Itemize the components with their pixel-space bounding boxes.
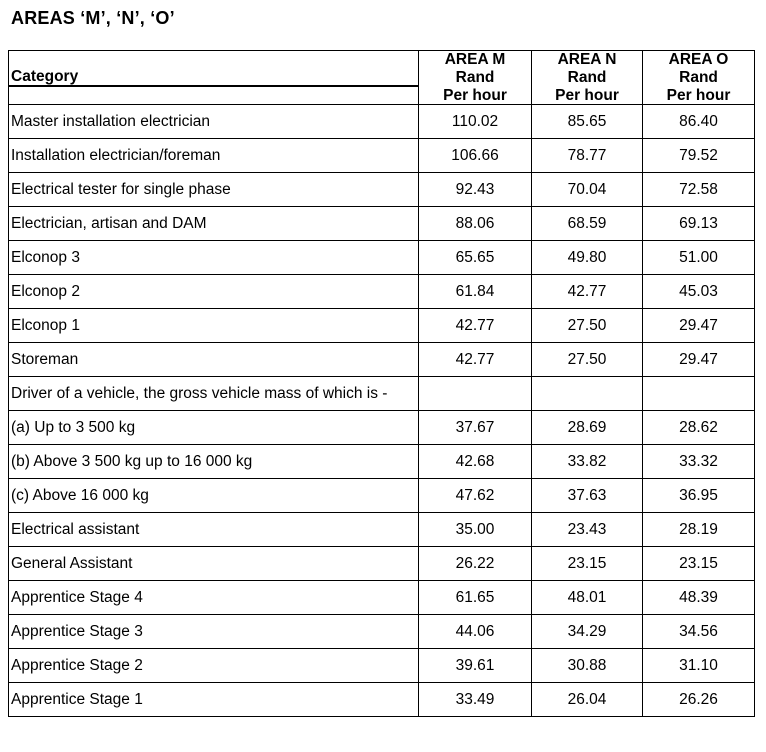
area-m-per: Per hour bbox=[419, 86, 532, 105]
rate-area-o: 72.58 bbox=[643, 173, 755, 207]
rate-area-n: 27.50 bbox=[532, 343, 643, 377]
area-n-unit: Rand bbox=[532, 68, 643, 86]
row-category: Elconop 3 bbox=[9, 241, 419, 275]
row-category: Apprentice Stage 1 bbox=[9, 683, 419, 717]
rate-area-m: 47.62 bbox=[419, 479, 532, 513]
row-category: (c) Above 16 000 kg bbox=[9, 479, 419, 513]
area-m-unit: Rand bbox=[419, 68, 532, 86]
header-row-unit bbox=[9, 68, 755, 86]
rate-area-o: 29.47 bbox=[643, 309, 755, 343]
rate-area-n: 23.43 bbox=[532, 513, 643, 547]
rate-area-o: 51.00 bbox=[643, 241, 755, 275]
rate-area-m: 42.77 bbox=[419, 343, 532, 377]
rate-area-m: 42.68 bbox=[419, 445, 532, 479]
table-row bbox=[9, 683, 755, 717]
area-m-header: AREA M bbox=[419, 51, 532, 69]
rate-area-n: 28.69 bbox=[532, 411, 643, 445]
table-row bbox=[9, 139, 755, 173]
rate-area-m: 35.00 bbox=[419, 513, 532, 547]
rate-area-o: 33.32 bbox=[643, 445, 755, 479]
table-row bbox=[9, 479, 755, 513]
rate-area-m: 37.67 bbox=[419, 411, 532, 445]
area-n-header: AREA N bbox=[532, 51, 643, 69]
table-row bbox=[9, 547, 755, 581]
row-category: Electrical tester for single phase bbox=[9, 173, 419, 207]
table-row bbox=[9, 445, 755, 479]
rate-area-m: 44.06 bbox=[419, 615, 532, 649]
rate-area-o: 31.10 bbox=[643, 649, 755, 683]
row-category: Elconop 1 bbox=[9, 309, 419, 343]
table-row bbox=[9, 649, 755, 683]
wage-rates-table bbox=[8, 50, 755, 717]
rate-area-n: 26.04 bbox=[532, 683, 643, 717]
table-row bbox=[9, 207, 755, 241]
rate-area-m: 61.84 bbox=[419, 275, 532, 309]
page-title: AREAS ‘M’, ‘N’, ‘O’ bbox=[11, 8, 175, 28]
rate-area-o: 86.40 bbox=[643, 105, 755, 139]
row-category: Driver of a vehicle, the gross vehicle mass of which is - bbox=[9, 377, 419, 411]
rate-area-n: 23.15 bbox=[532, 547, 643, 581]
rate-area-n bbox=[532, 377, 643, 411]
area-o-header: AREA O bbox=[643, 51, 755, 69]
row-category: Electrical assistant bbox=[9, 513, 419, 547]
area-o-per: Per hour bbox=[643, 86, 755, 105]
rate-area-o: 28.19 bbox=[643, 513, 755, 547]
row-category: Elconop 2 bbox=[9, 275, 419, 309]
category-header: Category bbox=[9, 68, 419, 86]
table-row bbox=[9, 581, 755, 615]
rate-area-m: 42.77 bbox=[419, 309, 532, 343]
table-row bbox=[9, 615, 755, 649]
row-category: General Assistant bbox=[9, 547, 419, 581]
rate-area-n: 49.80 bbox=[532, 241, 643, 275]
table-row bbox=[9, 411, 755, 445]
rate-area-m: 92.43 bbox=[419, 173, 532, 207]
rate-area-m bbox=[419, 377, 532, 411]
rate-area-o: 69.13 bbox=[643, 207, 755, 241]
rate-area-n: 37.63 bbox=[532, 479, 643, 513]
row-category: Storeman bbox=[9, 343, 419, 377]
rate-area-o: 23.15 bbox=[643, 547, 755, 581]
table-row bbox=[9, 309, 755, 343]
row-category: Apprentice Stage 2 bbox=[9, 649, 419, 683]
row-category: Installation electrician/foreman bbox=[9, 139, 419, 173]
rate-area-m: 33.49 bbox=[419, 683, 532, 717]
category-header-blank bbox=[9, 51, 419, 69]
row-category: (b) Above 3 500 kg up to 16 000 kg bbox=[9, 445, 419, 479]
rate-area-n: 30.88 bbox=[532, 649, 643, 683]
rate-area-n: 42.77 bbox=[532, 275, 643, 309]
table-row bbox=[9, 275, 755, 309]
header-row-per bbox=[9, 86, 755, 105]
row-category: Apprentice Stage 4 bbox=[9, 581, 419, 615]
rate-area-m: 65.65 bbox=[419, 241, 532, 275]
rate-area-o: 28.62 bbox=[643, 411, 755, 445]
rate-area-n: 48.01 bbox=[532, 581, 643, 615]
rate-area-n: 34.29 bbox=[532, 615, 643, 649]
rate-area-m: 110.02 bbox=[419, 105, 532, 139]
rate-area-o: 36.95 bbox=[643, 479, 755, 513]
rate-area-m: 39.61 bbox=[419, 649, 532, 683]
area-n-per: Per hour bbox=[532, 86, 643, 105]
rate-area-m: 106.66 bbox=[419, 139, 532, 173]
rate-area-m: 61.65 bbox=[419, 581, 532, 615]
area-o-unit: Rand bbox=[643, 68, 755, 86]
rate-area-o bbox=[643, 377, 755, 411]
rate-area-n: 27.50 bbox=[532, 309, 643, 343]
rate-area-n: 70.04 bbox=[532, 173, 643, 207]
row-category: Master installation electrician bbox=[9, 105, 419, 139]
rate-area-o: 45.03 bbox=[643, 275, 755, 309]
rate-area-n: 33.82 bbox=[532, 445, 643, 479]
rate-area-m: 88.06 bbox=[419, 207, 532, 241]
rate-area-n: 78.77 bbox=[532, 139, 643, 173]
row-category: (a) Up to 3 500 kg bbox=[9, 411, 419, 445]
table-row bbox=[9, 513, 755, 547]
table-row bbox=[9, 241, 755, 275]
rate-area-o: 29.47 bbox=[643, 343, 755, 377]
table-row bbox=[9, 105, 755, 139]
row-category: Electrician, artisan and DAM bbox=[9, 207, 419, 241]
table-row bbox=[9, 377, 755, 411]
rate-area-n: 68.59 bbox=[532, 207, 643, 241]
rate-area-o: 26.26 bbox=[643, 683, 755, 717]
header-row-area bbox=[9, 51, 755, 69]
rate-area-m: 26.22 bbox=[419, 547, 532, 581]
category-header-tail bbox=[9, 86, 419, 105]
rate-area-o: 48.39 bbox=[643, 581, 755, 615]
table-row bbox=[9, 343, 755, 377]
rate-area-n: 85.65 bbox=[532, 105, 643, 139]
table-row bbox=[9, 173, 755, 207]
rate-area-o: 79.52 bbox=[643, 139, 755, 173]
row-category: Apprentice Stage 3 bbox=[9, 615, 419, 649]
rate-area-o: 34.56 bbox=[643, 615, 755, 649]
